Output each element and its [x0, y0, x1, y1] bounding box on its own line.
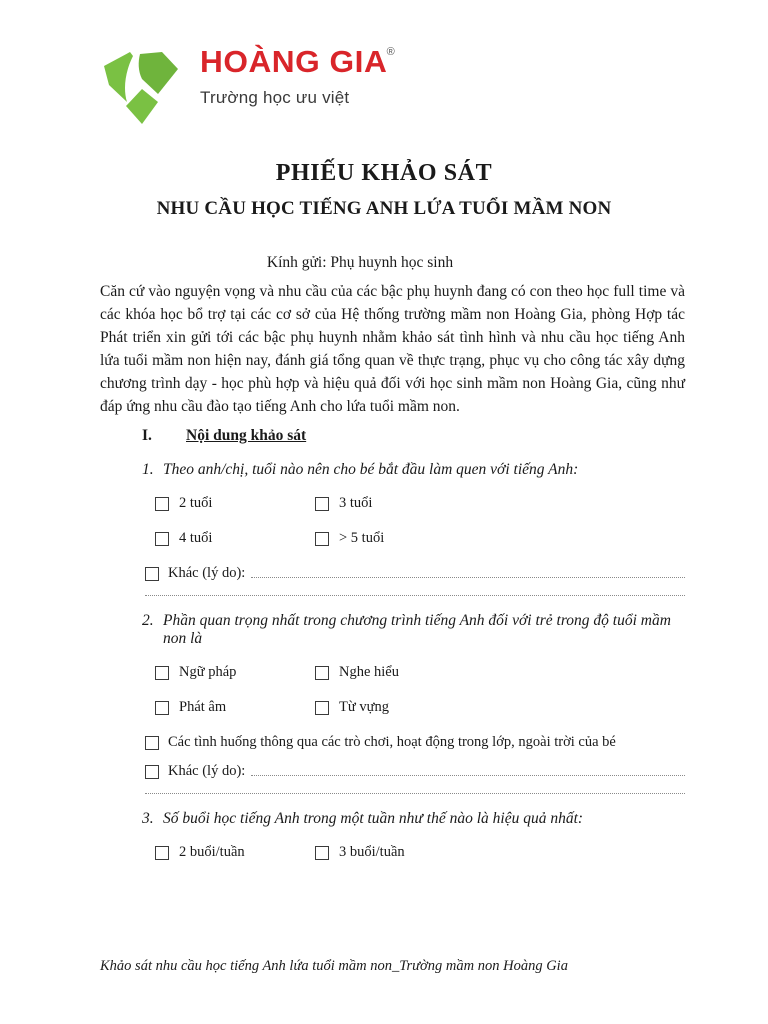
checkbox-icon[interactable]	[155, 532, 169, 546]
write-in-line[interactable]	[251, 774, 685, 776]
option-label: 2 buổi/tuần	[179, 844, 245, 860]
option-label: Nghe hiểu	[339, 664, 399, 680]
option-q3-3-buoi-tuan[interactable]	[315, 844, 475, 861]
checkbox-icon[interactable]	[315, 532, 329, 546]
question-2-options-row-1	[155, 664, 685, 681]
checkbox-icon[interactable]	[145, 736, 159, 750]
write-in-line[interactable]	[251, 576, 685, 578]
checkbox-icon[interactable]	[155, 846, 169, 860]
checkbox-icon[interactable]	[315, 497, 329, 511]
addressee-line: Kính gửi: Phụ huynh học sinh	[266, 254, 454, 271]
option-label: Từ vựng	[339, 699, 389, 715]
checkbox-icon[interactable]	[315, 846, 329, 860]
option-q1-gt-5-tuoi[interactable]	[315, 530, 475, 547]
page-title: PHIẾU KHẢO SÁT	[275, 160, 493, 186]
question-1-text: Theo anh/chị, tuổi nào nên cho bé bắt đầu làm quen với tiếng Anh:	[163, 461, 579, 478]
option-label: > 5 tuổi	[339, 530, 385, 546]
write-in-line[interactable]	[145, 792, 685, 794]
question-3-options-row-1	[155, 844, 685, 861]
option-q3-2-buoi-tuan[interactable]	[155, 844, 315, 861]
option-q1-4-tuoi[interactable]	[155, 530, 315, 547]
section-title: Nội dung khảo sát	[186, 427, 307, 444]
checkbox-icon[interactable]	[145, 567, 159, 581]
question-1-other-row[interactable]	[145, 565, 685, 582]
intro-paragraph: Căn cứ vào nguyện vọng và nhu cầu của các bậc phụ huynh đang có con theo học full time và các khóa học bổ trợ tại các cơ sở của Hệ thống trường mầm non Hoàng Gia, phòng Hợp tác Phát triển xin gửi tới các bậc phụ huynh nhằm khảo sát tình hình và nhu cầu học tiếng Anh lứa tuổi mầm non hiện nay, đánh giá tổng quan về thực trạng, phục vụ cho công tác xây dựng chương trình dạy - học phù hợp và hiệu quả đối với học sinh mầm non Hoàng Gia, cũng như đáp ứng nhu cầu đào tạo tiếng Anh cho lứa tuổi mầm non.	[100, 283, 685, 415]
brand-tagline: Trường học ưu việt	[200, 87, 350, 107]
footer-text: Khảo sát nhu cầu học tiếng Anh lứa tuổi mầm non_Trường mầm non Hoàng Gia	[100, 958, 568, 974]
page-subtitle: NHU CẦU HỌC TIẾNG ANH LỨA TUỔI MẦM NON	[156, 198, 612, 219]
option-label: Ngữ pháp	[179, 664, 237, 680]
checkbox-icon[interactable]	[315, 666, 329, 680]
question-2	[142, 612, 685, 648]
checkbox-icon[interactable]	[315, 701, 329, 715]
section-heading	[142, 427, 685, 445]
checkbox-icon[interactable]	[155, 497, 169, 511]
question-3	[142, 810, 685, 828]
section-number: I.	[142, 427, 152, 444]
question-1-number: 1.	[142, 461, 154, 478]
brand-name: HOÀNG GIA	[200, 44, 388, 79]
option-label: 3 tuổi	[339, 495, 373, 511]
question-3-text: Số buổi học tiếng Anh trong một tuần như thế nào là hiệu quả nhất:	[163, 810, 584, 827]
checkbox-icon[interactable]	[155, 666, 169, 680]
question-2-text: Phần quan trọng nhất trong chương trình tiếng Anh đối với trẻ trong độ tuổi mầm non là	[163, 612, 671, 647]
option-label: Các tình huống thông qua các trò chơi, hoạt động trong lớp, ngoài trời của bé	[168, 734, 616, 750]
survey-section	[100, 427, 685, 879]
option-q1-3-tuoi[interactable]	[315, 495, 475, 512]
intro-block	[100, 254, 685, 419]
option-label: Khác (lý do):	[168, 763, 246, 779]
option-q2-phat-am[interactable]	[155, 699, 315, 716]
logo-wordmark	[200, 42, 395, 108]
option-label: Phát âm	[179, 699, 227, 715]
question-1	[142, 461, 685, 479]
option-q2-cac-tinh-huong[interactable]	[145, 734, 685, 751]
question-3-number: 3.	[142, 810, 154, 827]
option-label: 2 tuổi	[179, 495, 213, 511]
option-q2-ngu-phap[interactable]	[155, 664, 315, 681]
question-2-number: 2.	[142, 612, 154, 629]
checkbox-icon[interactable]	[155, 701, 169, 715]
option-label: 3 buổi/tuần	[339, 844, 405, 860]
question-2-other-row[interactable]	[145, 763, 685, 780]
registered-trademark-icon: ®	[386, 46, 395, 58]
option-q1-2-tuoi[interactable]	[155, 495, 315, 512]
hoang-gia-shield-logo-icon	[100, 44, 186, 128]
question-1-options-row-2	[155, 530, 685, 547]
option-q2-tu-vung[interactable]	[315, 699, 475, 716]
question-2-options-row-2	[155, 699, 685, 716]
write-in-line[interactable]	[145, 594, 685, 596]
checkbox-icon[interactable]	[145, 765, 159, 779]
letterhead	[100, 42, 395, 128]
option-label: Khác (lý do):	[168, 565, 246, 581]
option-label: 4 tuổi	[179, 530, 213, 546]
option-q2-nghe-hieu[interactable]	[315, 664, 475, 681]
question-1-options-row-1	[155, 495, 685, 512]
